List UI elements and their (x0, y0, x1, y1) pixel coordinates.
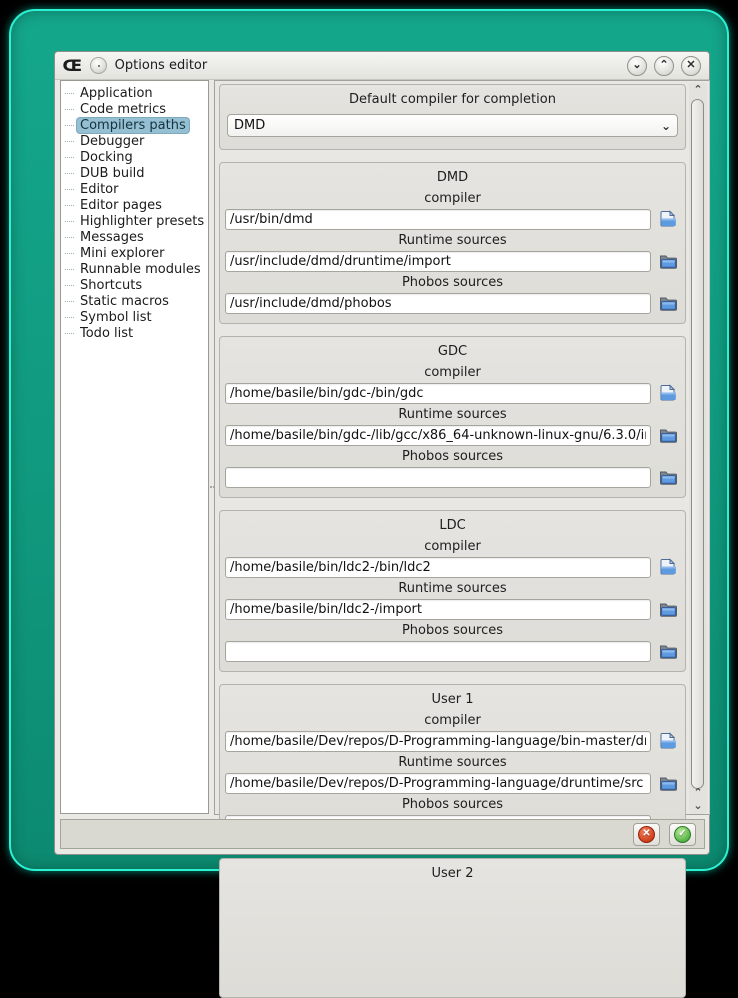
sidebar-item-label: Messages (80, 229, 144, 245)
sidebar-item-label: Application (80, 85, 153, 101)
sidebar-item-label: Runnable modules (80, 261, 201, 277)
field-label: Runtime sources (398, 407, 507, 422)
open-file-icon-button[interactable] (656, 209, 680, 230)
chevron-down-icon: ⌄ (660, 118, 671, 133)
sidebar-item-label: Editor (80, 181, 119, 197)
open-folder-icon-button[interactable] (656, 599, 680, 620)
cancel-button[interactable] (633, 823, 660, 846)
group-title: User 1 (431, 692, 474, 707)
tree-branch-line (65, 269, 74, 270)
cancel-icon: ✕ (638, 826, 655, 843)
window-frame (9, 9, 729, 881)
window-title: Options editor (114, 58, 208, 73)
accept-icon: ✓ (674, 826, 691, 843)
sidebar-item-application[interactable] (61, 85, 208, 101)
group-title: DMD (436, 170, 469, 185)
sidebar-item-editor-pages[interactable] (61, 197, 208, 213)
close-button[interactable]: ✕ (681, 56, 701, 76)
compiler-group-user-2 (219, 858, 686, 998)
path-input[interactable] (225, 773, 651, 794)
compiler-group-gdc (219, 336, 686, 498)
sidebar-item-highlighter-presets[interactable] (61, 213, 208, 229)
tree-branch-line (65, 205, 74, 206)
sidebar-item-runnable-modules[interactable] (61, 261, 208, 277)
open-folder-icon-button[interactable] (656, 641, 680, 662)
scroll-up-button[interactable]: ⌃ (693, 83, 703, 96)
sidebar-item-label: Shortcuts (80, 277, 143, 293)
sidebar-item-dub-build[interactable] (61, 165, 208, 181)
sidebar-item-mini-explorer[interactable] (61, 245, 208, 261)
path-input[interactable] (225, 731, 651, 752)
coedit-app-icon: Œ (62, 55, 83, 75)
scroll-up-button-bottom[interactable]: ⌃ (693, 786, 703, 799)
tree-branch-line (65, 109, 74, 110)
field-label: Phobos sources (401, 623, 504, 638)
sidebar-item-editor[interactable] (61, 181, 208, 197)
sidebar-item-label: Code metrics (80, 101, 167, 117)
options-panel (214, 80, 710, 881)
combo-value: DMD (234, 118, 266, 133)
category-tree (60, 80, 209, 814)
sidebar-item-label: Static macros (80, 293, 169, 309)
open-file-icon-button[interactable] (656, 557, 680, 578)
tree-branch-line (65, 285, 74, 286)
tree-branch-line (65, 333, 74, 334)
path-input[interactable] (225, 293, 651, 314)
sidebar-item-symbol-list[interactable] (61, 309, 208, 325)
path-input[interactable] (225, 557, 651, 578)
open-file-icon-button[interactable] (656, 383, 680, 404)
group-title: LDC (439, 518, 466, 533)
path-input[interactable] (225, 641, 651, 662)
field-label: Phobos sources (401, 275, 504, 290)
sidebar-item-label: Docking (80, 149, 133, 165)
sidebar-item-compilers-paths[interactable] (61, 117, 208, 133)
compiler-group-ldc (219, 510, 686, 672)
open-folder-icon-button[interactable] (656, 773, 680, 794)
tree-branch-line (65, 189, 74, 190)
sidebar-item-label: Editor pages (80, 197, 162, 213)
path-input[interactable] (225, 251, 651, 272)
maximize-button[interactable]: ⌃ (654, 56, 674, 76)
path-input[interactable] (225, 599, 651, 620)
field-label: compiler (424, 365, 481, 380)
sidebar-item-todo-list[interactable] (61, 325, 208, 341)
titlebar-menu-button[interactable] (90, 57, 107, 74)
field-label: compiler (424, 191, 481, 206)
sidebar-item-label: Symbol list (80, 309, 152, 325)
field-label: Runtime sources (398, 233, 507, 248)
path-input[interactable] (225, 383, 651, 404)
sidebar-item-docking[interactable] (61, 149, 208, 165)
field-label: Runtime sources (398, 581, 507, 596)
minimize-button[interactable]: ⌄ (627, 56, 647, 76)
vertical-scrollbar[interactable] (689, 83, 707, 814)
default-compiler-group (219, 84, 686, 150)
field-label: compiler (424, 539, 481, 554)
open-folder-icon-button[interactable] (656, 425, 680, 446)
path-input[interactable] (225, 209, 651, 230)
sidebar-item-debugger[interactable] (61, 133, 208, 149)
sidebar-item-label: DUB build (80, 165, 145, 181)
sidebar-item-code-metrics[interactable] (61, 101, 208, 117)
tree-branch-line (65, 237, 74, 238)
sidebar-item-label: Compilers paths (77, 118, 189, 133)
statusbar (60, 819, 705, 849)
tree-branch-line (65, 157, 74, 158)
compiler-group-dmd (219, 162, 686, 324)
open-file-icon-button[interactable] (656, 731, 680, 752)
open-folder-icon-button[interactable] (656, 251, 680, 272)
scrollbar-thumb[interactable] (691, 99, 704, 789)
scroll-down-button[interactable]: ⌄ (693, 799, 703, 812)
tree-branch-line (65, 221, 74, 222)
open-folder-icon-button[interactable] (656, 293, 680, 314)
path-input[interactable] (225, 467, 651, 488)
group-title: Default compiler for completion (349, 92, 556, 107)
sidebar-item-label: Highlighter presets (80, 213, 205, 229)
tree-branch-line (65, 253, 74, 254)
tree-branch-line (65, 301, 74, 302)
default-compiler-select[interactable] (227, 114, 678, 137)
sidebar-item-label: Mini explorer (80, 245, 165, 261)
group-title: User 2 (431, 866, 474, 881)
sidebar-item-label: Debugger (80, 133, 145, 149)
field-label: Phobos sources (401, 797, 504, 812)
sidebar-item-shortcuts[interactable] (61, 277, 208, 293)
sidebar-item-messages[interactable] (61, 229, 208, 245)
field-label: compiler (424, 713, 481, 728)
field-label: Runtime sources (398, 755, 507, 770)
group-title: GDC (437, 344, 468, 359)
field-label: Phobos sources (401, 449, 504, 464)
tree-branch-line (65, 125, 74, 126)
sidebar-item-static-macros[interactable] (61, 293, 208, 309)
options-scroll-viewport (219, 84, 686, 881)
options-editor-window (54, 51, 710, 881)
open-folder-icon-button[interactable] (656, 467, 680, 488)
tree-branch-line (65, 93, 74, 94)
accept-button[interactable] (669, 823, 696, 846)
tree-branch-line (65, 317, 74, 318)
sidebar-item-label: Todo list (80, 325, 134, 341)
path-input[interactable] (225, 425, 651, 446)
titlebar[interactable] (55, 52, 709, 80)
tree-branch-line (65, 173, 74, 174)
tree-branch-line (65, 141, 74, 142)
